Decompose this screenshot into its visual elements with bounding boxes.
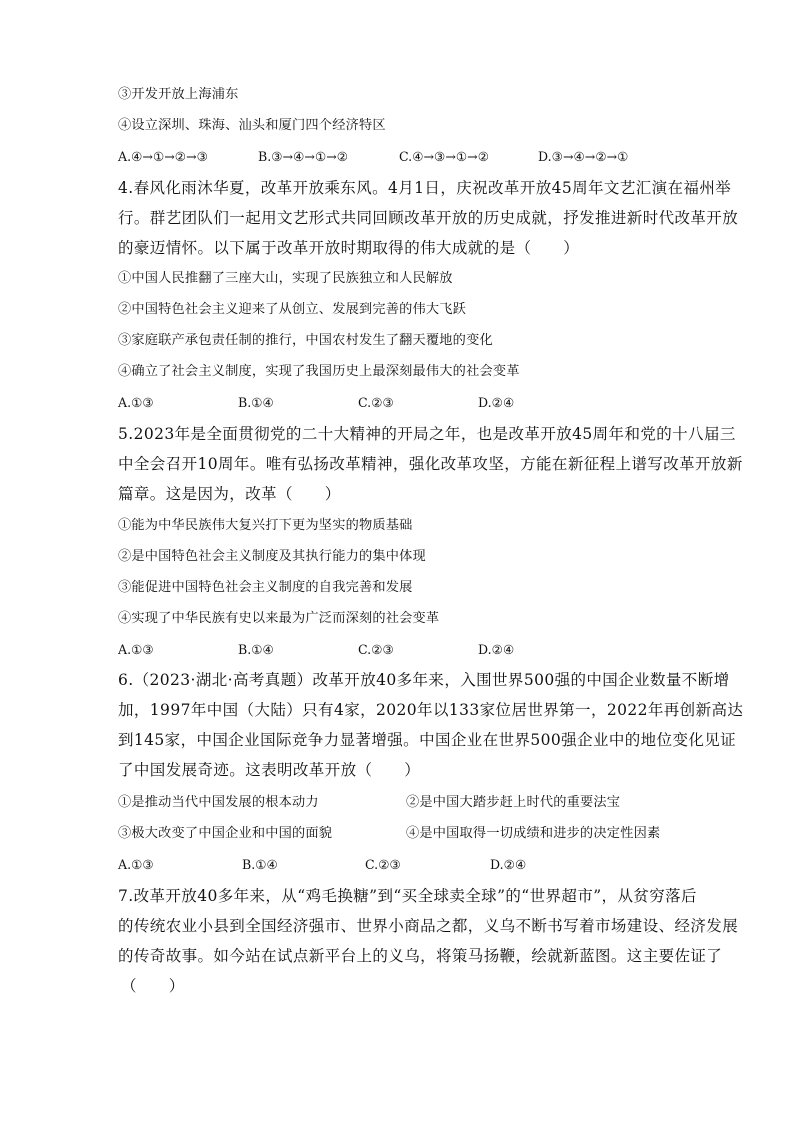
q3-option-c[interactable]: C.④→③→①→②	[399, 149, 490, 164]
q7-stem-line-3: 的传奇故事。如今站在试点新平台上的义乌，将策马扬鞭，绘就新蓝图。这主要佐证了	[118, 947, 723, 965]
q6-item-1: ①是推动当代中国发展的根本动力	[118, 795, 319, 810]
q6-stem-line-1: 6.（2023·湖北·高考真题）改革开放40多年来，入围世界500强的中国企业数量不断增	[118, 671, 730, 689]
q5-item-1: ①能为中华民族伟大复兴打下更为坚实的物质基础	[118, 518, 413, 533]
q5-item-2: ②是中国特色社会主义制度及其执行能力的集中体现	[118, 549, 426, 564]
q6-item-4: ④是中国取得一切成绩和进步的决定性因素	[406, 826, 661, 841]
q6-option-d[interactable]: D.②④	[490, 857, 527, 872]
q4-item-2: ②中国特色社会主义迎来了从创立、发展到完善的伟大飞跃	[118, 302, 467, 317]
q3-option-d[interactable]: D.③→④→②→①	[538, 149, 629, 164]
q6-option-c[interactable]: C.②③	[365, 857, 401, 872]
q4-stem-line-2: 行。群艺团队们一起用文艺形式共同回顾改革开放的历史成就，抒发推进新时代改革开放	[118, 209, 739, 227]
q5-stem-line-2: 中全会召开10周年。唯有弘扬改革精神，强化改革攻坚，方能在新征程上谱写改革开放新	[118, 455, 743, 473]
q4-stem-line-1: 4.春风化雨沐华夏，改革开放乘东风。4月1日，庆祝改革开放45周年文艺汇演在福州举	[118, 179, 732, 197]
q4-item-1: ①中国人民推翻了三座大山，实现了民族独立和人民解放	[118, 271, 453, 286]
q5-option-c[interactable]: C.②③	[358, 642, 394, 657]
q5-option-a[interactable]: A.①③	[118, 642, 154, 657]
q3-item-3: ③开发开放上海浦东	[118, 87, 239, 102]
q6-item-3: ③极大改变了中国企业和中国的面貌	[118, 826, 333, 841]
q4-option-a[interactable]: A.①③	[118, 395, 154, 410]
q4-option-d[interactable]: D.②④	[478, 395, 515, 410]
q5-option-b[interactable]: B.①④	[238, 642, 274, 657]
q7-stem-line-2: 的传统农业小县到全国经济强市、世界小商品之都，义乌不断书写着市场建设、经济发展	[118, 917, 739, 935]
q3-item-4: ④设立深圳、珠海、汕头和厦门四个经济特区	[118, 118, 386, 133]
q3-option-a[interactable]: A.④→①→②→③	[118, 149, 208, 164]
q4-option-b[interactable]: B.①④	[238, 395, 274, 410]
q6-option-b[interactable]: B.①④	[242, 857, 278, 872]
q5-option-d[interactable]: D.②④	[478, 642, 515, 657]
q3-option-b[interactable]: B.③→④→①→②	[258, 149, 349, 164]
q4-item-4: ④确立了社会主义制度，实现了我国历史上最深刻最伟大的社会变革	[118, 364, 520, 379]
q6-stem-line-3: 到145家，中国企业国际竞争力显著增强。中国企业在世界500强企业中的地位变化见证	[118, 731, 737, 749]
q4-item-3: ③家庭联产承包责任制的推行，中国农村发生了翻天覆地的变化	[118, 333, 493, 348]
q5-item-3: ③能促进中国特色社会主义制度的自我完善和发展	[118, 580, 413, 595]
q4-option-c[interactable]: C.②③	[358, 395, 394, 410]
q7-stem-line-4: （ ）	[121, 977, 185, 995]
q6-stem-line-4: 了中国发展奇迹。这表明改革开放（ ）	[118, 761, 421, 779]
q5-item-4: ④实现了中华民族有史以来最为广泛而深刻的社会变革	[118, 611, 440, 626]
q4-stem-line-3: 的豪迈情怀。以下属于改革开放时期取得的伟大成就的是（ ）	[118, 239, 580, 257]
q5-stem-line-3: 篇章。这是因为，改革（ ）	[118, 485, 341, 503]
q6-stem-line-2: 加，1997年中国（大陆）只有4家，2020年以133家位居世界第一，2022年再创新高达	[118, 701, 744, 719]
q6-option-a[interactable]: A.①③	[118, 857, 154, 872]
q6-item-2: ②是中国大踏步赶上时代的重要法宝	[406, 795, 621, 810]
q7-stem-line-1: 7.改革开放40多年来，从“鸡毛换糖”到“买全球卖全球”的“世界超市”，从贫穷落后	[118, 887, 697, 905]
q5-stem-line-1: 5.2023年是全面贯彻党的二十大精神的开局之年，也是改革开放45周年和党的十八届三	[118, 425, 736, 443]
